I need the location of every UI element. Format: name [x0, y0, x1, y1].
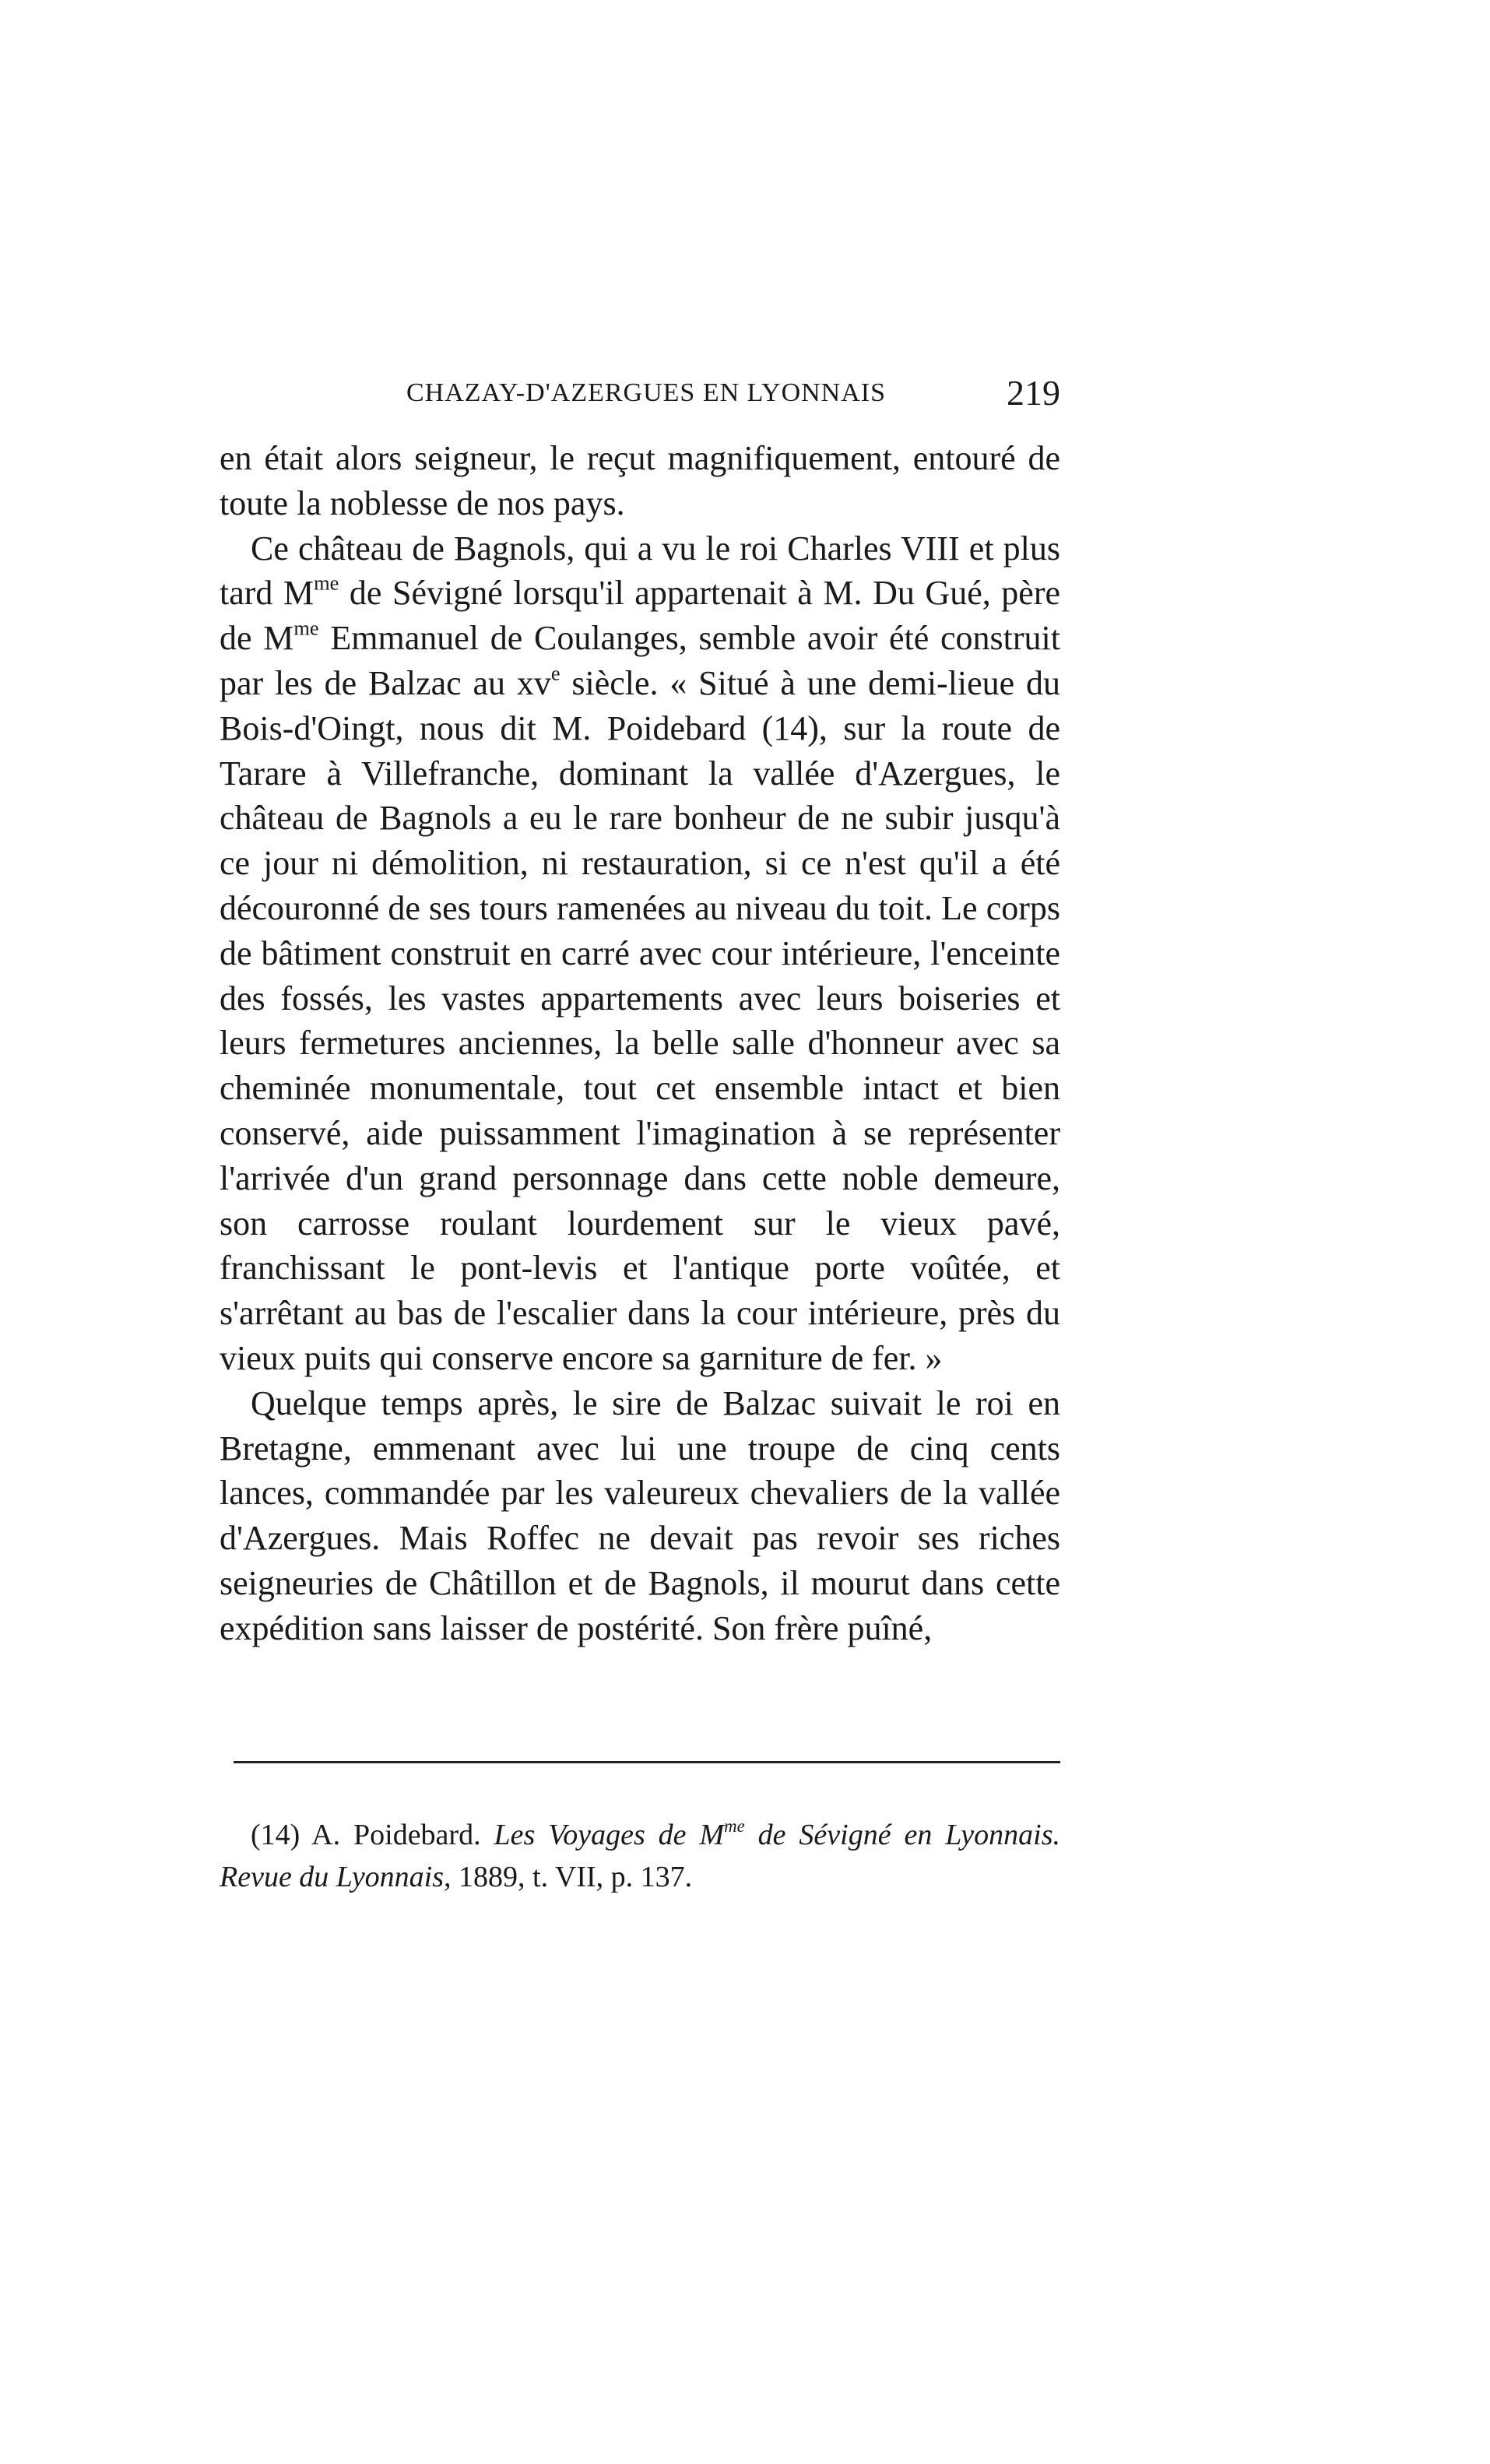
footnote-citation: 1889, t. VII, p. 137. — [451, 1861, 693, 1893]
footnote-superscript: me — [724, 1816, 745, 1837]
page-number: 219 — [1007, 373, 1060, 413]
footnote-divider — [234, 1761, 1060, 1763]
footnote-14 — [220, 1814, 1060, 1898]
running-title: CHAZAY-D'AZERGUES EN LYONNAIS — [406, 378, 887, 407]
paragraph-2-part-b: de Sévigné lorsqu'il appartenait à M. Du Gué, père de M — [220, 574, 1061, 658]
superscript-me-1: me — [314, 571, 339, 595]
footnote-ref: (14) A. Poidebard. — [251, 1819, 494, 1851]
superscript-me-2: me — [293, 616, 319, 640]
footnote-title-b: de Sévigné en Lyonnais. Revue du Lyonnais, — [220, 1819, 1060, 1893]
body-text — [220, 436, 1060, 1651]
paragraph-2-part-c: Emmanuel de Coulanges, semble avoir été construit par les de Balzac au xv — [220, 619, 1060, 702]
paragraph-2-part-a: Ce château de Bagnols, qui a vu le roi Charles VIII et plus tard M — [220, 529, 1060, 613]
paragraph-2-part-d: siècle. « Situé à une demi-lieue du Bois-d'Oingt, nous dit M. Poidebard (14), sur la route de Tarare à Villefranche, dominant la vallée d'Azergues, le château de Bagnols a eu le rare bonheur de ne subir jusqu'à ce jour ni démolition, ni restauration, si ce n'est qu'il a été découronné de ses tours ramenées au niveau du toit. Le corps de bâtiment construit en carré avec cour intérieure, l'enceinte des fossés, les vastes appartements avec leurs boiseries et leurs fermetures anciennes, la belle salle d'honneur avec sa cheminée monumentale, tout cet ensemble intact et bien conservé, aide puissamment l'imagination à se représenter l'arrivée d'un grand personnage dans cette noble demeure, son carrosse roulant lourdement sur le vieux pavé, franchissant le pont-levis et l'antique porte voûtée, et s'arrêtant au bas de l'escalier dans la cour intérieure, près du vieux puits qui conserve encore sa garniture de fer. » — [220, 663, 1061, 1377]
paragraph-3: Quelque temps après, le sire de Balzac suivait le roi en Bretagne, emmenant avec lui une troupe de cinq cents lances, commandée par les valeureux chevaliers de la vallée d'Azergues. Mais Roffec ne devait pas revoir ses riches seigneuries de Châtillon et de Bagnols, il mourut dans cette expédition sans laisser de postérité. Son frère puîné, — [220, 1383, 1060, 1647]
paragraph-1: en était alors seigneur, le reçut magnifiquement, entouré de toute la noblesse de nos pays. — [220, 439, 1060, 522]
superscript-e: e — [550, 661, 561, 685]
running-head — [220, 372, 1060, 419]
footnote-title-a: Les Voyages de M — [494, 1819, 725, 1851]
footnote — [220, 1814, 1060, 1898]
paragraph-2 — [220, 526, 1060, 1381]
